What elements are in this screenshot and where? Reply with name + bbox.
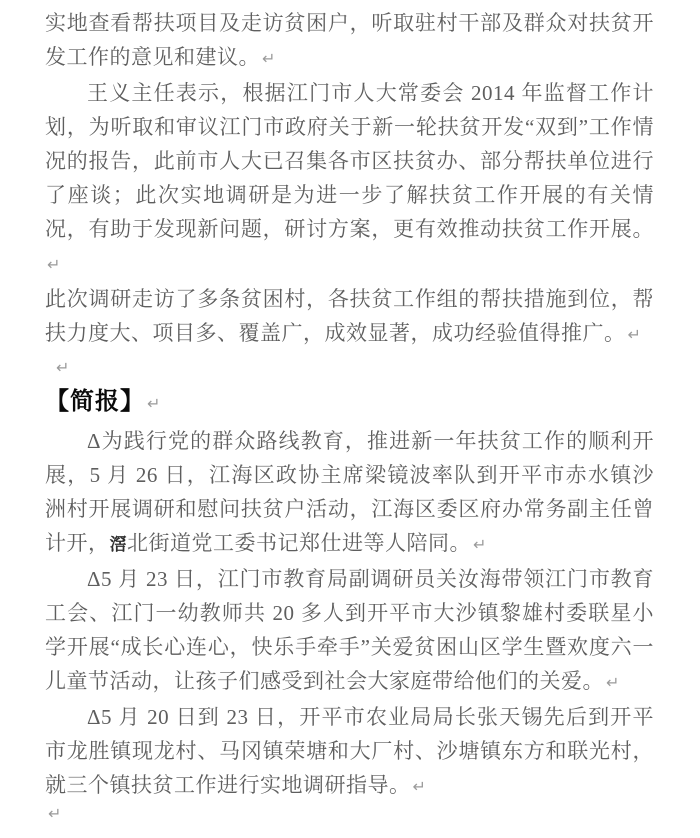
- pilcrow-mark: ↵: [47, 255, 61, 274]
- paragraph-text: 王义主任表示，根据江门市人大常委会 2014 年监督工作计划，为听取和审议江门市政府关于新一轮扶贫开发“双到”工作情况的报告，此前市人大已召集各市区扶贫办、部分帮扶单位进行了座谈；此次实地调研是为进一步了解扶贫工作开展的有关情况，有助于发现新问题，研讨方案，更有效推动扶贫工作开展。: [45, 81, 654, 241]
- paragraph-wangyi-statement: [45, 76, 654, 282]
- section-title: 【简报】: [45, 389, 145, 415]
- paragraph-text: Δ5 月 23 日，江门市教育局副调研员关汝海带领江门市教育工会、江门一幼教师共 20 多人到开平市大沙镇黎雄村委联星小学开展“成长心连心，快乐手牵手”关爱贫困山区学生暨欢度六一儿童节活动，让孩子们感受到社会大家庭带给他们的关爱。: [45, 567, 654, 693]
- pilcrow-mark: ↵: [473, 535, 487, 554]
- paragraph-survey-summary: [45, 282, 654, 352]
- trailing-empty-paragraph: [45, 804, 654, 838]
- briefing-item-3: [45, 700, 654, 804]
- empty-paragraph: [45, 352, 654, 383]
- paragraph-text: Δ5 月 20 日到 23 日，开平市农业局局长张天锡先后到开平市龙胜镇现龙村、马冈镇荣塘和大厂村、沙塘镇东方和联光村，就三个镇扶贫工作进行实地调研指导。: [45, 705, 654, 797]
- briefing-item-2: [45, 562, 654, 700]
- pilcrow-mark: ↵: [147, 394, 161, 413]
- pilcrow-mark: ↵: [606, 673, 620, 692]
- pilcrow-mark: ↵: [412, 777, 426, 796]
- pilcrow-mark: ↵: [262, 49, 276, 68]
- pilcrow-mark: ↵: [627, 325, 641, 344]
- paragraph-text: 北街道党工委书记郑仕进等人陪同。: [127, 531, 471, 555]
- section-title-line: [45, 383, 654, 424]
- paragraph-intro-continuation: [45, 6, 654, 76]
- pilcrow-mark: ↵: [48, 804, 62, 823]
- briefing-item-1: [45, 424, 654, 562]
- paragraph-text: 实地查看帮扶项目及走访贫困户，听取驻村干部及群众对扶贫开发工作的意见和建议。: [45, 11, 654, 69]
- fallback-font-character: 滘: [109, 535, 127, 555]
- pilcrow-mark: ↵: [56, 358, 70, 377]
- paragraph-text: 此次调研走访了多条贫困村，各扶贫工作组的帮扶措施到位，帮扶力度大、项目多、覆盖广，成效显著，成功经验值得推广。: [45, 287, 654, 345]
- paragraph-text: Δ为践行党的群众路线教育，推进新一年扶贫工作的顺利开展，5 月 26 日，江海区政协主席梁镜波率队到开平市赤水镇沙洲村开展调研和慰问扶贫户活动，江海区委区府办常务副主任曾计开，: [45, 429, 654, 555]
